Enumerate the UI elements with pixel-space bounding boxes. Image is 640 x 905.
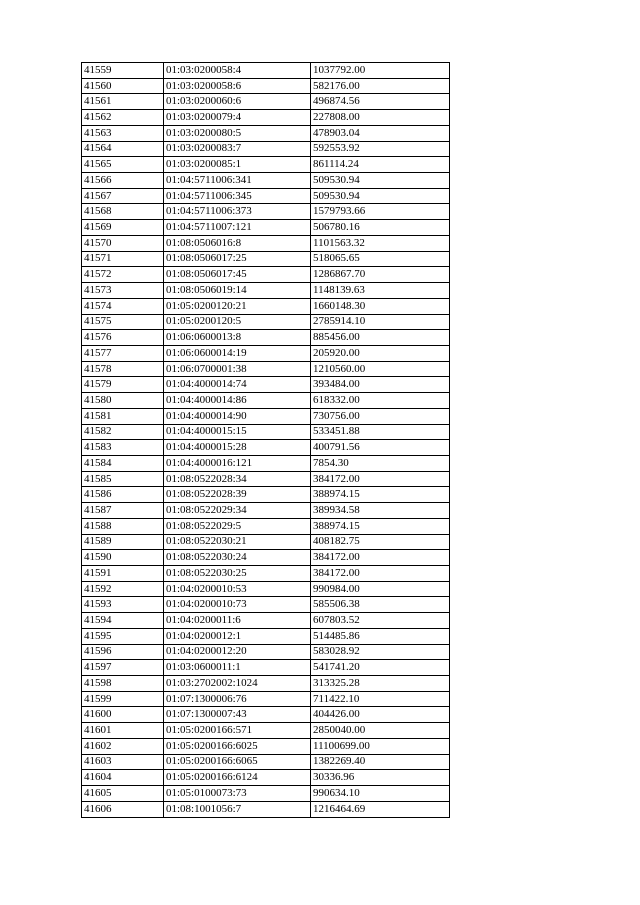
cadastral-number-cell: 01:08:0522030:24 [164,550,311,566]
row-number-cell: 41570 [82,235,164,251]
row-number-cell: 41562 [82,110,164,126]
row-number-cell: 41599 [82,691,164,707]
row-number-cell: 41566 [82,173,164,189]
row-number-cell: 41580 [82,393,164,409]
value-cell: 583028.92 [311,644,450,660]
table-row [82,691,450,707]
cadastral-number-cell: 01:08:0506017:45 [164,267,311,283]
cadastral-number-cell: 01:06:0600014:19 [164,345,311,361]
row-number-cell: 41581 [82,408,164,424]
cadastral-number-cell: 01:07:1300006:76 [164,691,311,707]
table-row [82,110,450,126]
row-number-cell: 41593 [82,597,164,613]
table-row [82,455,450,471]
value-cell: 506780.16 [311,220,450,236]
value-cell: 313325.28 [311,676,450,692]
value-cell: 389934.58 [311,503,450,519]
table-row [82,78,450,94]
cadastral-number-cell: 01:03:0200085:1 [164,157,311,173]
value-cell: 1210560.00 [311,361,450,377]
cadastral-number-cell: 01:04:5711006:373 [164,204,311,220]
row-number-cell: 41565 [82,157,164,173]
value-cell: 404426.00 [311,707,450,723]
table-row [82,125,450,141]
value-cell: 1148139.63 [311,283,450,299]
value-cell: 1382269.40 [311,754,450,770]
value-cell: 7854.30 [311,455,450,471]
table-row [82,220,450,236]
row-number-cell: 41602 [82,738,164,754]
row-number-cell: 41576 [82,330,164,346]
cadastral-number-cell: 01:03:0200060:6 [164,94,311,110]
row-number-cell: 41577 [82,345,164,361]
row-number-cell: 41601 [82,723,164,739]
cadastral-number-cell: 01:04:5711006:345 [164,188,311,204]
cadastral-number-cell: 01:03:0200079:4 [164,110,311,126]
value-cell: 509530.94 [311,188,450,204]
table-row [82,330,450,346]
value-cell: 30336.96 [311,770,450,786]
row-number-cell: 41597 [82,660,164,676]
table-row [82,298,450,314]
row-number-cell: 41596 [82,644,164,660]
cadastral-number-cell: 01:08:1001056:7 [164,801,311,817]
value-cell: 618332.00 [311,393,450,409]
row-number-cell: 41564 [82,141,164,157]
cadastral-number-cell: 01:06:0600013:8 [164,330,311,346]
value-cell: 585506.38 [311,597,450,613]
table-row [82,534,450,550]
value-cell: 384172.00 [311,566,450,582]
value-cell: 990634.10 [311,786,450,802]
table-row [82,597,450,613]
table-row [82,754,450,770]
cadastral-number-cell: 01:05:0200166:6025 [164,738,311,754]
value-cell: 1037792.00 [311,63,450,79]
value-cell: 384172.00 [311,550,450,566]
table-row [82,204,450,220]
table-row [82,157,450,173]
table-row [82,518,450,534]
row-number-cell: 41587 [82,503,164,519]
value-cell: 1286867.70 [311,267,450,283]
table-row [82,676,450,692]
table-row [82,738,450,754]
row-number-cell: 41606 [82,801,164,817]
row-number-cell: 41588 [82,518,164,534]
table-row [82,314,450,330]
table-row [82,644,450,660]
cadastral-number-cell: 01:08:0506019:14 [164,283,311,299]
row-number-cell: 41578 [82,361,164,377]
value-cell: 1579793.66 [311,204,450,220]
cadastral-number-cell: 01:03:0200080:5 [164,125,311,141]
value-cell: 2785914.10 [311,314,450,330]
cadastral-number-cell: 01:04:0200010:53 [164,581,311,597]
row-number-cell: 41604 [82,770,164,786]
cadastral-number-cell: 01:08:0522028:34 [164,471,311,487]
table-row [82,503,450,519]
table-row [82,707,450,723]
table-row [82,770,450,786]
cadastral-number-cell: 01:04:4000015:15 [164,424,311,440]
cadastral-number-cell: 01:03:0600011:1 [164,660,311,676]
cadastral-number-cell: 01:04:4000014:90 [164,408,311,424]
value-cell: 388974.15 [311,487,450,503]
table-row [82,188,450,204]
cadastral-number-cell: 01:08:0522030:21 [164,534,311,550]
value-cell: 205920.00 [311,345,450,361]
row-number-cell: 41563 [82,125,164,141]
cadastral-number-cell: 01:03:0200083:7 [164,141,311,157]
cadastral-number-cell: 01:04:4000015:28 [164,440,311,456]
value-cell: 11100699.00 [311,738,450,754]
table-row [82,63,450,79]
table-row [82,345,450,361]
cadastral-number-cell: 01:06:0700001:38 [164,361,311,377]
value-cell: 1216464.69 [311,801,450,817]
table-row [82,440,450,456]
cadastral-number-cell: 01:04:4000014:86 [164,393,311,409]
table-row [82,660,450,676]
table-row [82,801,450,817]
table-row [82,141,450,157]
table-row [82,173,450,189]
value-cell: 607803.52 [311,613,450,629]
cadastral-number-cell: 01:07:1300007:43 [164,707,311,723]
cadastral-number-cell: 01:05:0200166:6065 [164,754,311,770]
row-number-cell: 41560 [82,78,164,94]
table-row [82,471,450,487]
table-row [82,235,450,251]
table-row [82,424,450,440]
row-number-cell: 41592 [82,581,164,597]
value-cell: 509530.94 [311,173,450,189]
row-number-cell: 41594 [82,613,164,629]
row-number-cell: 41572 [82,267,164,283]
cadastral-number-cell: 01:08:0506017:25 [164,251,311,267]
value-cell: 711422.10 [311,691,450,707]
value-cell: 518065.65 [311,251,450,267]
value-cell: 730756.00 [311,408,450,424]
value-cell: 1660148.30 [311,298,450,314]
value-cell: 582176.00 [311,78,450,94]
table-row [82,786,450,802]
row-number-cell: 41584 [82,455,164,471]
value-cell: 514485.86 [311,628,450,644]
row-number-cell: 41600 [82,707,164,723]
cadastral-number-cell: 01:03:0200058:6 [164,78,311,94]
cadastral-number-cell: 01:04:0200010:73 [164,597,311,613]
row-number-cell: 41595 [82,628,164,644]
value-cell: 384172.00 [311,471,450,487]
row-number-cell: 41586 [82,487,164,503]
row-number-cell: 41598 [82,676,164,692]
table-row [82,361,450,377]
row-number-cell: 41591 [82,566,164,582]
table-row [82,628,450,644]
cadastral-number-cell: 01:04:5711007:121 [164,220,311,236]
value-cell: 885456.00 [311,330,450,346]
row-number-cell: 41573 [82,283,164,299]
table-row [82,393,450,409]
value-cell: 496874.56 [311,94,450,110]
cadastral-number-cell: 01:08:0522028:39 [164,487,311,503]
table-row [82,94,450,110]
row-number-cell: 41579 [82,377,164,393]
cadastral-number-cell: 01:05:0200166:571 [164,723,311,739]
value-cell: 227808.00 [311,110,450,126]
row-number-cell: 41582 [82,424,164,440]
cadastral-number-cell: 01:05:0200120:5 [164,314,311,330]
cadastral-number-cell: 01:08:0522029:34 [164,503,311,519]
row-number-cell: 41568 [82,204,164,220]
row-number-cell: 41575 [82,314,164,330]
value-cell: 388974.15 [311,518,450,534]
cadastral-number-cell: 01:08:0522029:5 [164,518,311,534]
cadastral-number-cell: 01:05:0200166:6124 [164,770,311,786]
value-cell: 400791.56 [311,440,450,456]
row-number-cell: 41574 [82,298,164,314]
value-cell: 861114.24 [311,157,450,173]
value-cell: 2850040.00 [311,723,450,739]
data-table [81,62,450,818]
table-row [82,613,450,629]
cadastral-number-cell: 01:08:0506016:8 [164,235,311,251]
cadastral-number-cell: 01:03:0200058:4 [164,63,311,79]
table-row [82,408,450,424]
row-number-cell: 41561 [82,94,164,110]
table-row [82,566,450,582]
value-cell: 541741.20 [311,660,450,676]
value-cell: 1101563.32 [311,235,450,251]
table-row [82,723,450,739]
value-cell: 393484.00 [311,377,450,393]
row-number-cell: 41605 [82,786,164,802]
table-row [82,251,450,267]
value-cell: 408182.75 [311,534,450,550]
row-number-cell: 41567 [82,188,164,204]
table-row [82,550,450,566]
row-number-cell: 41559 [82,63,164,79]
row-number-cell: 41583 [82,440,164,456]
table-row [82,267,450,283]
value-cell: 533451.88 [311,424,450,440]
cadastral-number-cell: 01:04:0200011:6 [164,613,311,629]
table-row [82,283,450,299]
value-cell: 990984.00 [311,581,450,597]
table-row [82,581,450,597]
cadastral-number-cell: 01:03:2702002:1024 [164,676,311,692]
row-number-cell: 41589 [82,534,164,550]
table-row [82,377,450,393]
table-body [82,63,450,818]
row-number-cell: 41590 [82,550,164,566]
cadastral-number-cell: 01:05:0200120:21 [164,298,311,314]
table-row [82,487,450,503]
row-number-cell: 41585 [82,471,164,487]
row-number-cell: 41571 [82,251,164,267]
cadastral-number-cell: 01:04:0200012:20 [164,644,311,660]
row-number-cell: 41603 [82,754,164,770]
cadastral-number-cell: 01:05:0100073:73 [164,786,311,802]
cadastral-number-cell: 01:04:0200012:1 [164,628,311,644]
value-cell: 478903.04 [311,125,450,141]
row-number-cell: 41569 [82,220,164,236]
cadastral-number-cell: 01:04:5711006:341 [164,173,311,189]
value-cell: 592553.92 [311,141,450,157]
cadastral-number-cell: 01:08:0522030:25 [164,566,311,582]
cadastral-number-cell: 01:04:4000014:74 [164,377,311,393]
cadastral-number-cell: 01:04:4000016:121 [164,455,311,471]
